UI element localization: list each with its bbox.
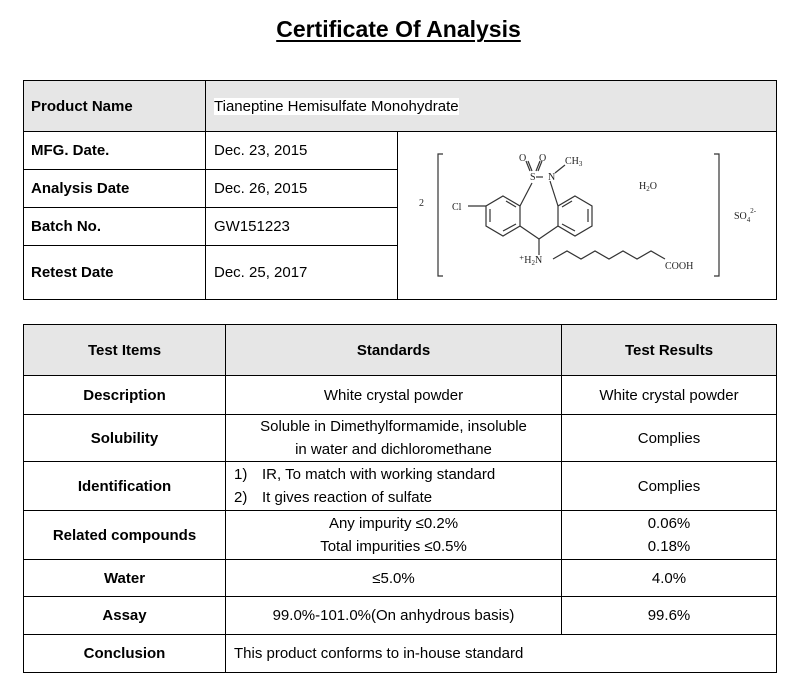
structure-water: $H_2O$ xyxy=(638,180,657,193)
test-results-table xyxy=(23,324,777,673)
test-header-row xyxy=(24,325,777,376)
related-compounds-result xyxy=(562,511,777,560)
analysis-date-value: Dec. 26, 2015 xyxy=(206,170,398,208)
product-name-value: Tianeptine Hemisulfate Monohydrate xyxy=(214,97,459,115)
assay-row xyxy=(24,597,777,635)
product-info-table xyxy=(23,80,777,300)
solubility-row xyxy=(24,415,777,462)
structure-oxygen-2: O xyxy=(538,152,546,164)
product-name-label: Product Name xyxy=(24,81,206,132)
related-compounds-standard xyxy=(226,511,562,560)
description-standard: White crystal powder xyxy=(226,376,562,415)
structure-oxygen-1: O xyxy=(518,152,526,164)
chemical-structure-cell xyxy=(398,132,777,300)
analysis-date-label: Analysis Date xyxy=(24,170,206,208)
related-standard-line-1: Any impurity ≤0.2% xyxy=(328,515,459,532)
header-standards: Standards xyxy=(226,325,562,376)
solubility-standard xyxy=(226,415,562,462)
mfg-date-row xyxy=(24,132,777,170)
header-test-results: Test Results xyxy=(562,325,777,376)
conclusion-item: Conclusion xyxy=(24,635,226,673)
structure-coefficient: 2 xyxy=(418,197,424,209)
structure-sulfur: S xyxy=(529,171,536,183)
identification-item: Identification xyxy=(24,462,226,511)
identification-standard-line-2: 2) It gives reaction of sulfate xyxy=(234,489,433,506)
solubility-result: Complies xyxy=(562,415,777,462)
related-result-line-1: 0.06% xyxy=(647,515,691,532)
structure-methyl: $CH_3$ xyxy=(564,155,582,168)
assay-standard: 99.0%-101.0%(On anhydrous basis) xyxy=(226,597,562,635)
water-standard: ≤5.0% xyxy=(226,560,562,597)
identification-standard-line-1: 1) IR, To match with working standard xyxy=(234,466,496,483)
structure-nitrogen: N xyxy=(547,171,555,183)
solubility-standard-line-1: Soluble in Dimethylformamide, insoluble xyxy=(260,418,527,435)
identification-row xyxy=(24,462,777,511)
water-result: 4.0% xyxy=(562,560,777,597)
document-title: Certificate Of Analysis xyxy=(276,16,521,42)
header-test-items: Test Items xyxy=(24,325,226,376)
retest-date-value: Dec. 25, 2017 xyxy=(206,246,398,300)
description-row xyxy=(24,376,777,415)
assay-item: Assay xyxy=(24,597,226,635)
structure-amine: $^+H_2N$ xyxy=(518,254,542,267)
water-row xyxy=(24,560,777,597)
related-standard-line-2: Total impurities ≤0.5% xyxy=(320,538,467,555)
product-name-row xyxy=(24,81,777,132)
water-item: Water xyxy=(24,560,226,597)
mfg-date-value: Dec. 23, 2015 xyxy=(206,132,398,170)
chemical-structure-image xyxy=(399,133,776,299)
description-result: White crystal powder xyxy=(562,376,777,415)
mfg-date-label: MFG. Date. xyxy=(24,132,206,170)
solubility-standard-line-2: in water and dichloromethane xyxy=(295,441,492,458)
solubility-item: Solubility xyxy=(24,415,226,462)
structure-sulfate: $SO_4^{2-}$ xyxy=(733,206,756,224)
related-compounds-item: Related compounds xyxy=(24,511,226,560)
description-item: Description xyxy=(24,376,226,415)
related-compounds-row xyxy=(24,511,777,560)
batch-no-label: Batch No. xyxy=(24,208,206,246)
retest-date-label: Retest Date xyxy=(24,246,206,300)
structure-cl-label: Cl xyxy=(451,201,461,213)
batch-no-value: GW151223 xyxy=(206,208,398,246)
assay-result: 99.6% xyxy=(562,597,777,635)
identification-result: Complies xyxy=(562,462,777,511)
product-name-cell xyxy=(206,81,777,132)
conclusion-text: This product conforms to in-house standard xyxy=(226,635,777,673)
identification-standard xyxy=(226,462,562,511)
related-result-line-2: 0.18% xyxy=(647,538,691,555)
structure-cooh: COOH xyxy=(664,260,693,272)
conclusion-row xyxy=(24,635,777,673)
